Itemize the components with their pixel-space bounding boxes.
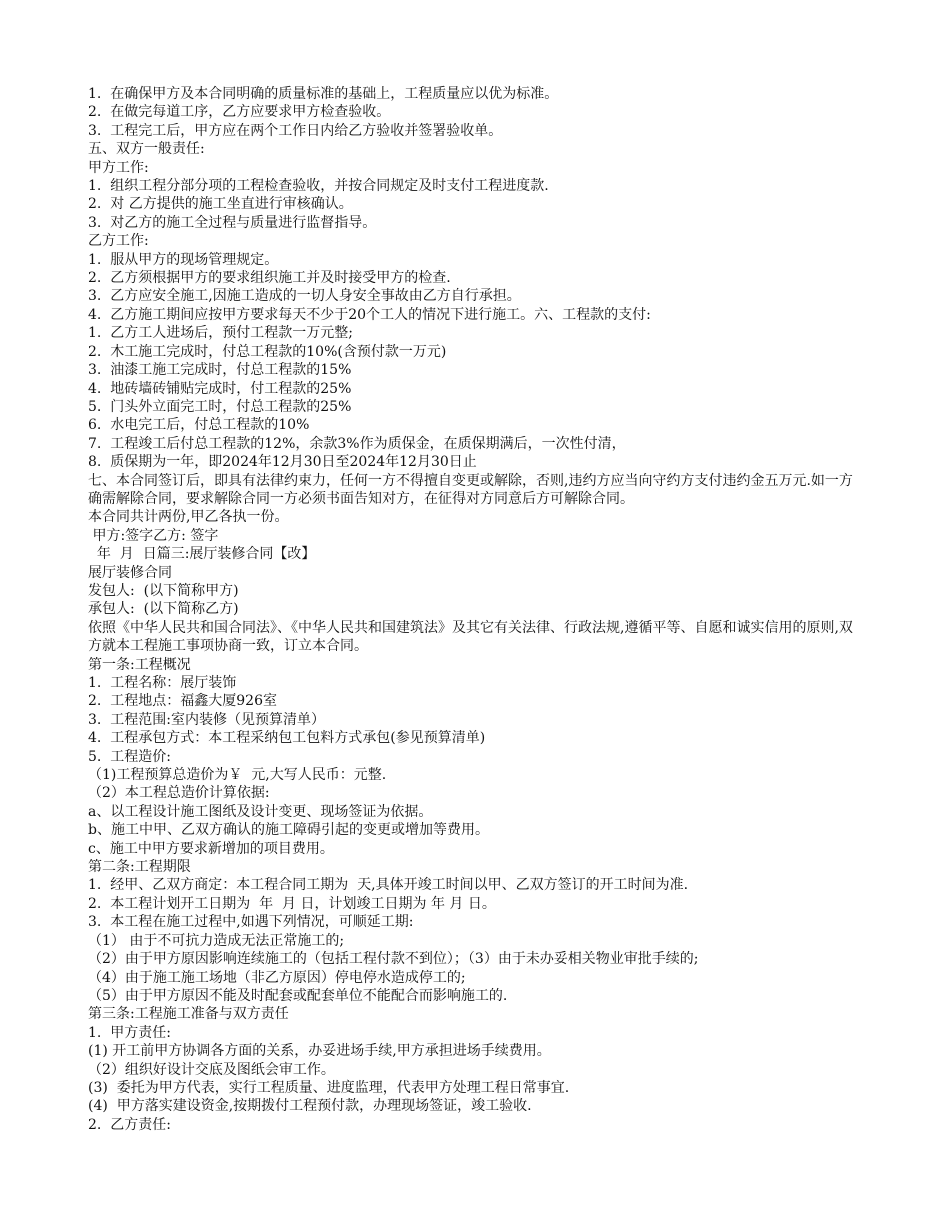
text-line: （1)工程预算总造价为￥ 元,大写人民币：元整. xyxy=(88,767,387,784)
text-line: 2. 在做完每道工序，乙方应要求甲方检查验收。 xyxy=(88,104,391,121)
document-body xyxy=(88,85,863,1134)
text-line: 7. 工程竣工后付总工程款的12%，余款3%作为质保金，在质保期满后，一次性付清， xyxy=(88,435,626,452)
text-line: c、施工中甲方要求新增加的项目费用。 xyxy=(88,840,334,857)
party-line: 发包人: (以下简称甲方) xyxy=(88,582,239,599)
text-line: (1) 开工前甲方协调各方面的关系，办妥进场手续,甲方承担进场手续费用。 xyxy=(88,1043,551,1060)
text-line: 2. 本工程计划开工日期为 年 月 日，计划竣工日期为 年 月 日。 xyxy=(88,895,496,912)
subsection-heading: 乙方工作: xyxy=(88,233,149,250)
text-line: 4. 工程承包方式：本工程采纳包工包料方式承包(参见预算清单) xyxy=(88,730,486,747)
text-line: 5. 门头外立面完工时，付总工程款的25% xyxy=(88,398,352,415)
signature-line: 甲方:签字乙方: 签字 xyxy=(88,527,219,544)
text-line: 3. 油漆工施工完成时，付总工程款的15% xyxy=(88,362,352,379)
text-line: 3. 本工程在施工过程中,如遇下列情况，可顺延工期: xyxy=(88,914,414,931)
text-line: (4) 甲方落实建设资金,按期拨付工程预付款，办理现场签证，竣工验收. xyxy=(88,1098,532,1115)
text-line: 3. 乙方应安全施工,因施工造成的一切人身安全事故由乙方自行承担。 xyxy=(88,288,521,305)
text-line: a、以工程设计施工图纸及设计变更、现场签证为依据。 xyxy=(88,803,433,820)
subsection-heading: 甲方工作: xyxy=(88,159,149,176)
text-line: 本合同共计两份,甲乙各执一份。 xyxy=(88,509,289,526)
text-line: 2. 木工施工完成时，付总工程款的10%(含预付款一万元) xyxy=(88,343,447,360)
text-line: （2）组织好设计交底及图纸会审工作。 xyxy=(88,1061,335,1078)
date-line: 年 月 日篇三:展厅装修合同【改】 xyxy=(88,546,316,563)
paragraph: 依照《中华人民共和国合同法》、《中华人民共和国建筑法》及其它有关法律、行政法规,遵循平等、自愿和诚实信用的原则,双方就本工程施工事项协商一致，订立本合同。 xyxy=(88,619,853,655)
text-line: 2. 工程地点：福鑫大厦926室 xyxy=(88,693,277,710)
text-line: 1. 组织工程分部分项的工程检查验收，并按合同规定及时支付工程进度款. xyxy=(88,178,549,195)
text-line: 3. 工程完工后，甲方应在两个工作日内给乙方验收并签署验收单。 xyxy=(88,122,503,139)
section-heading: 五、双方一般责任: xyxy=(88,141,205,158)
section-heading: 第二条:工程期限 xyxy=(88,859,191,876)
text-line: （2）由于甲方原因影响连续施工的（包括工程付款不到位）；（3）由于未办妥相关物业审批手续的; xyxy=(88,951,699,968)
document-title: 展厅装修合同 xyxy=(88,564,172,581)
text-line: 4. 乙方施工期间应按甲方要求每天不少于20个工人的情况下进行施工。六、工程款的支付: xyxy=(88,306,651,323)
text-line: 1. 在确保甲方及本合同明确的质量标准的基础上，工程质量应以优为标准。 xyxy=(88,86,559,102)
text-line: 2. 乙方须根据甲方的要求组织施工并及时接受甲方的检查. xyxy=(88,270,451,287)
text-line: 1. 经甲、乙双方商定：本工程合同工期为 天,具体开竣工时间以甲、乙双方签订的开工时间为准. xyxy=(88,877,689,894)
text-line: (3) 委托为甲方代表，实行工程质量、进度监理，代表甲方处理工程日常事宜. xyxy=(88,1079,570,1096)
text-line: 8. 质保期为一年，即2024年12月30日至2024年12月30日止 xyxy=(88,454,477,471)
text-line: 3. 对乙方的施工全过程与质量进行监督指导。 xyxy=(88,214,377,231)
text-line: 3. 工程范围:室内装修（见预算清单） xyxy=(88,711,325,728)
section-heading: 第一条:工程概况 xyxy=(88,656,191,673)
paragraph: 七、本合同签订后，即具有法律约束力，任何一方不得擅自变更或解除，否则,违约方应当向守约方支付违约金五万元.如一方确需解除合同，要求解除合同一方必须书面告知对方，在征得对方同意后方可解除合同。 xyxy=(88,472,853,507)
section-heading: 第三条:工程施工准备与双方责任 xyxy=(88,1006,289,1023)
text-line: 1. 工程名称：展厅装饰 xyxy=(88,675,237,691)
text-line: 6. 水电完工后，付总工程款的10% xyxy=(88,417,310,434)
text-line: 2. 对 乙方提供的施工坐直进行审核确认。 xyxy=(88,196,353,213)
text-line: 5. 工程造价: xyxy=(88,748,171,765)
text-line: （2）本工程总造价计算依据: xyxy=(88,785,270,802)
text-line: （5）由于甲方原因不能及时配套或配套单位不能配合而影响施工的. xyxy=(88,987,508,1004)
party-line: 承包人: (以下简称乙方) xyxy=(88,601,239,618)
text-line: 1. 甲方责任: xyxy=(88,1024,171,1041)
text-line: 4. 地砖墙砖铺贴完成时，付工程款的25% xyxy=(88,380,352,397)
text-line: （4）由于施工施工场地（非乙方原因）停电停水造成停工的; xyxy=(88,969,466,986)
text-line: 1. 服从甲方的现场管理规定。 xyxy=(88,251,279,268)
text-line: 2. 乙方责任: xyxy=(88,1116,171,1133)
text-line: （1） 由于不可抗力造成无法正常施工的; xyxy=(88,932,345,949)
text-line: b、施工中甲、乙双方确认的施工障碍引起的变更或增加等费用。 xyxy=(88,822,489,839)
text-line: 1. 乙方工人进场后，预付工程款一万元整; xyxy=(88,325,353,342)
